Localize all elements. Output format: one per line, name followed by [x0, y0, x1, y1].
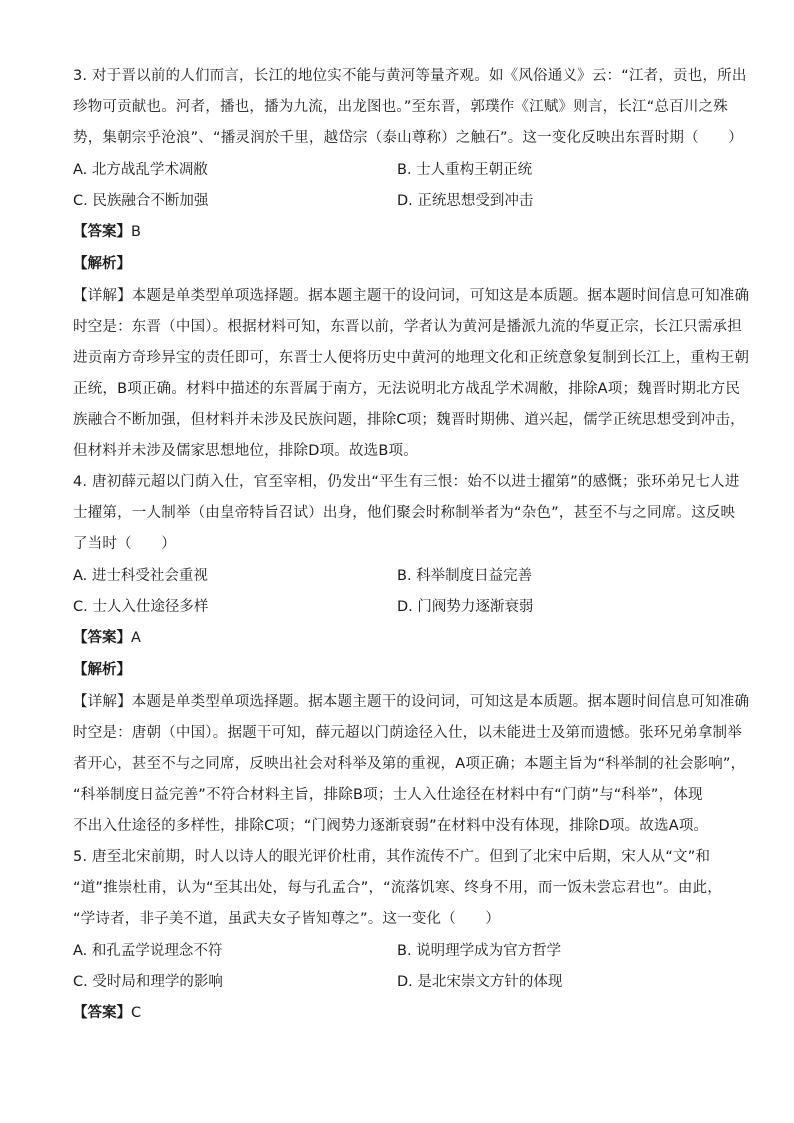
q4-answer	[73, 628, 141, 648]
q3-stem-line-2: 珍物可贡献也。河者，播也，播为九流，出龙图也。”至东晋，郭璞作《江赋》则言，长江“总百川之殊	[73, 99, 728, 115]
q4-detail-line-5: 不出入仕途径的多样性，排除C项；“门阀势力逐渐衰弱”在材料中没有体现，排除D项。故选A项。	[73, 818, 709, 834]
q4-detail-line-4: “科举制度日益完善”不符合材料主旨，排除B项；士人入仕途径在材料中有“门荫”与“科举”，体现	[73, 787, 703, 803]
q4-stem-line-1: 4. 唐初薛元超以门荫入仕，官至宰相，仍发出“平生有三恨：始不以进士擢第”的感慨；张环弟兄七人进	[73, 474, 740, 490]
q4-detail-line-2: 时空是：唐朝（中国）。据题干可知，薛元超以门荫途径入仕，以未能进士及第而遗憾。张环兄弟拿制举	[73, 725, 742, 741]
q5-stem-line-3: “学诗者，非子美不道，虽武夫女子皆知尊之”。这一变化（ ）	[73, 911, 501, 927]
q5-option-a: A. 和孔孟学说理念不符	[73, 943, 223, 959]
q4-option-b: B. 科举制度日益完善	[397, 568, 533, 584]
q4-detail-line-3: 者开心，甚至不与之同席，反映出社会对科举及第的重视，A项正确；本题主旨为“科举制的社会影响”，	[73, 756, 746, 772]
q5-option-c: C. 受时局和理学的影响	[73, 974, 223, 990]
q5-option-d: D. 是北宋崇文方针的体现	[397, 974, 563, 990]
q4-analysis-label: 【解析】	[73, 662, 131, 678]
q5-option-b: B. 说明理学成为官方哲学	[397, 943, 562, 959]
q5-stem-line-1: 5. 唐至北宋前期，时人以诗人的眼光评价杜甫，其作流传不广。但到了北宋中后期，宋人从“文”和	[73, 849, 711, 865]
q3-detail-line-2: 时空是：东晋（中国）。根据材料可知，东晋以前，学者认为黄河是播派九流的华夏正宗，长江只需承担	[73, 319, 742, 335]
q5-answer-value: C	[131, 1005, 142, 1021]
q4-option-a: A. 进士科受社会重视	[73, 568, 208, 584]
q4-option-d: D. 门阀势力逐渐衰弱	[397, 599, 534, 615]
q3-analysis-label: 【解析】	[73, 256, 131, 272]
q3-detail-line-3: 进贡南方奇珍异宝的责任即可，东晋士人便将历史中黄河的地理文化和正统意象复制到长江上，重构王朝	[73, 350, 750, 366]
q3-option-b: B. 士人重构王朝正统	[397, 162, 533, 178]
q4-answer-value: A	[131, 630, 141, 646]
q3-option-a: A. 北方战乱学术凋敝	[73, 162, 208, 178]
q3-detail-line-4: 正统，B项正确。材料中描述的东晋属于南方，无法说明北方战乱学术凋敝，排除A项；魏晋时期北方民	[73, 381, 741, 397]
q3-answer	[73, 222, 141, 242]
q5-stem-line-2: “道”推崇杜甫，认为“至其出处，每与孔孟合”，“流落饥寒、终身不用，而一饭未尝忘君也”。由此，	[73, 880, 722, 896]
q3-answer-label: 【答案】	[73, 224, 131, 240]
q5-answer	[73, 1003, 141, 1023]
q3-stem-line-3: 势，集朝宗乎沧浪”、“播灵润於千里，越岱宗（泰山尊称）之触石”。这一变化反映出东晋时期（ ）	[73, 130, 743, 146]
q3-detail-line-6: 但材料并未涉及儒家思想地位，排除D项。故选B项。	[73, 443, 418, 459]
q3-detail-line-1: 【详解】本题是单类型单项选择题。据本题主题干的设问词，可知这是本质题。据本题时间信息可知准确	[73, 288, 750, 304]
q4-option-c: C. 士人入仕途径多样	[73, 599, 209, 615]
q3-stem-line-1: 3. 对于晋以前的人们而言，长江的地位实不能与黄河等量齐观。如《风俗通义》云：“江者，贡也，所出	[73, 68, 747, 84]
q3-option-d: D. 正统思想受到冲击	[397, 193, 534, 209]
q3-option-c: C. 民族融合不断加强	[73, 193, 209, 209]
q5-answer-label: 【答案】	[73, 1005, 131, 1021]
q4-detail-line-1: 【详解】本题是单类型单项选择题。据本题主题干的设问词，可知这是本质题。据本题时间信息可知准确	[73, 694, 750, 710]
q3-answer-value: B	[131, 224, 141, 240]
q3-detail-line-5: 族融合不断加强，但材料并未涉及民族问题，排除C项；魏晋时期佛、道兴起，儒学正统思想受到冲击，	[73, 412, 745, 428]
q4-stem-line-3: 了当时（ ）	[73, 536, 176, 552]
q4-stem-line-2: 士擢第，一人制举（由皇帝特旨召试）出身，他们聚会时称制举者为“杂色”，甚至不与之同席。这反映	[73, 505, 736, 521]
q4-answer-label: 【答案】	[73, 630, 131, 646]
